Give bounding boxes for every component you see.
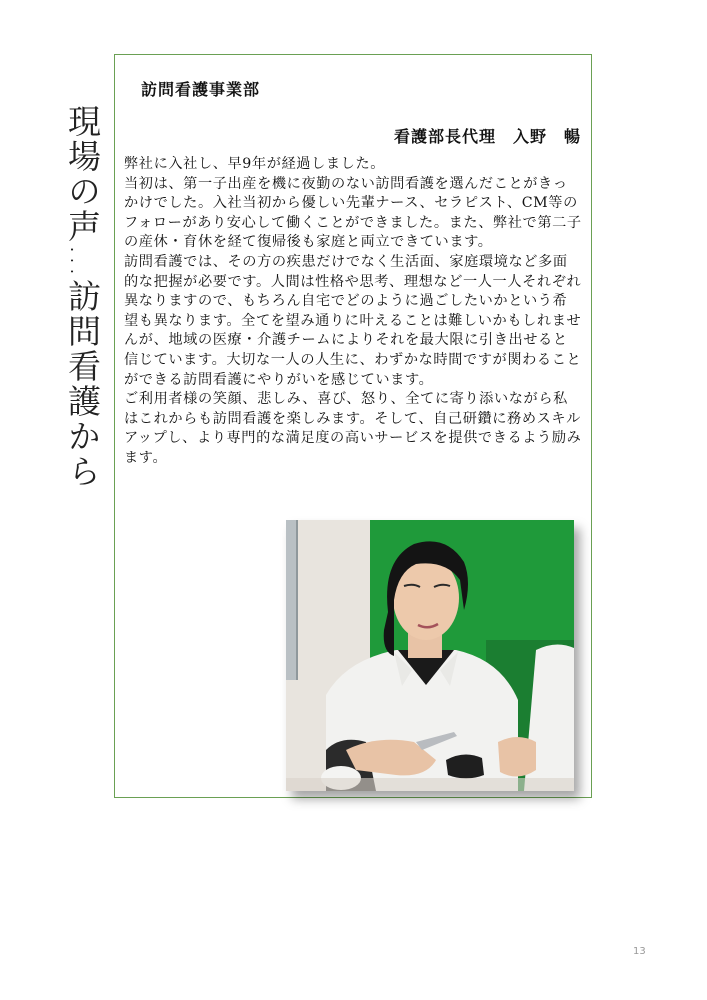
paragraph: ご利用者様の笑顔、悲しみ、喜び、怒り、全てに寄り添いながら私はこれからも訪問看護を楽しみます。そして、自己研鑽に務めスキルアップし、より専門的な満足度の高いサービスを提供できるよう励みます。 [124,391,582,466]
article-body [124,155,582,469]
author-line: 看護部長代理 入野 暢 [393,127,581,146]
paragraph: 弊社に入社し、早9年が経過しました。 [124,156,386,172]
department-heading: 訪問看護事業部 [141,80,261,99]
page-number: 13 [633,946,646,957]
paragraph: 訪問看護では、その方の疾患だけでなく生活面、家庭環境など多面的な把握が必要です。人間は性格や思考、理想など一人一人それぞれ異なりますので、もちろん自宅でどのように過ごしたいかという希望も異なります。全てを望み通りに叶えることは難しいかもしれませんが、地域の医療・介護チームによりそれを最大限に引き出せると信じています。大切な一人の人生に、わずかな時間ですが関わることができる訪問看護にやりがいを感じています。 [124,253,582,388]
side-title: 現場の声…訪問看護から [63,104,102,489]
staff-photo [286,520,574,791]
paragraph: 当初は、第一子出産を機に夜勤のない訪問看護を選んだことがきっかけでした。入社当初から優しい先輩ナース、セラピスト、CM等のフォローがあり安心して働くことができました。また、弊社で第二子の産休・育休を経て復帰後も家庭と両立できています。 [124,175,582,251]
